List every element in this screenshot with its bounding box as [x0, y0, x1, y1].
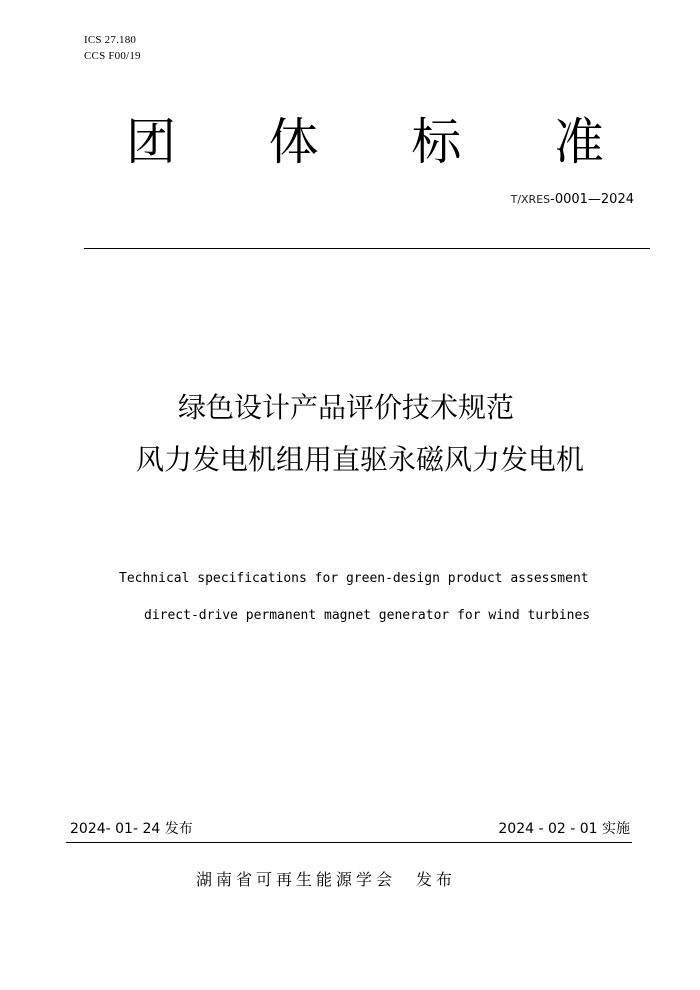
issue-date: 2024- 01- 24 发布 [70, 821, 193, 837]
standard-type-title [120, 112, 610, 172]
bottom-divider [66, 842, 632, 843]
publisher-action: 发布 [416, 870, 457, 889]
classification-codes [84, 32, 141, 64]
standard-type-char: 团 [126, 113, 176, 171]
implementation-date: 2024 - 02 - 01 实施 [498, 821, 630, 837]
standard-type-char: 准 [553, 113, 604, 171]
standard-type-char: 体 [268, 113, 319, 171]
ccs-code: CCS F00/19 [84, 50, 141, 62]
standard-code [511, 192, 634, 208]
standard-code-prefix: T/XRES [510, 193, 551, 206]
english-title-line-2: direct-drive permanent magnet generator for wind turbines [144, 608, 591, 623]
chinese-title-line-1: 绿色设计产品评价技术规范 [177, 391, 514, 424]
chinese-title-line-2: 风力发电机组用直驱永磁风力发电机 [135, 443, 584, 476]
ics-code: ICS 27.180 [84, 34, 137, 46]
standard-code-number: -0001—2024 [550, 192, 634, 207]
publisher-line [196, 870, 456, 890]
top-divider [84, 248, 650, 249]
publisher-name: 湖南省可再生能源学会 [196, 870, 397, 889]
standard-type-char: 标 [411, 113, 462, 171]
english-title-line-1: Technical specifications for green-design product assessment [119, 571, 589, 586]
